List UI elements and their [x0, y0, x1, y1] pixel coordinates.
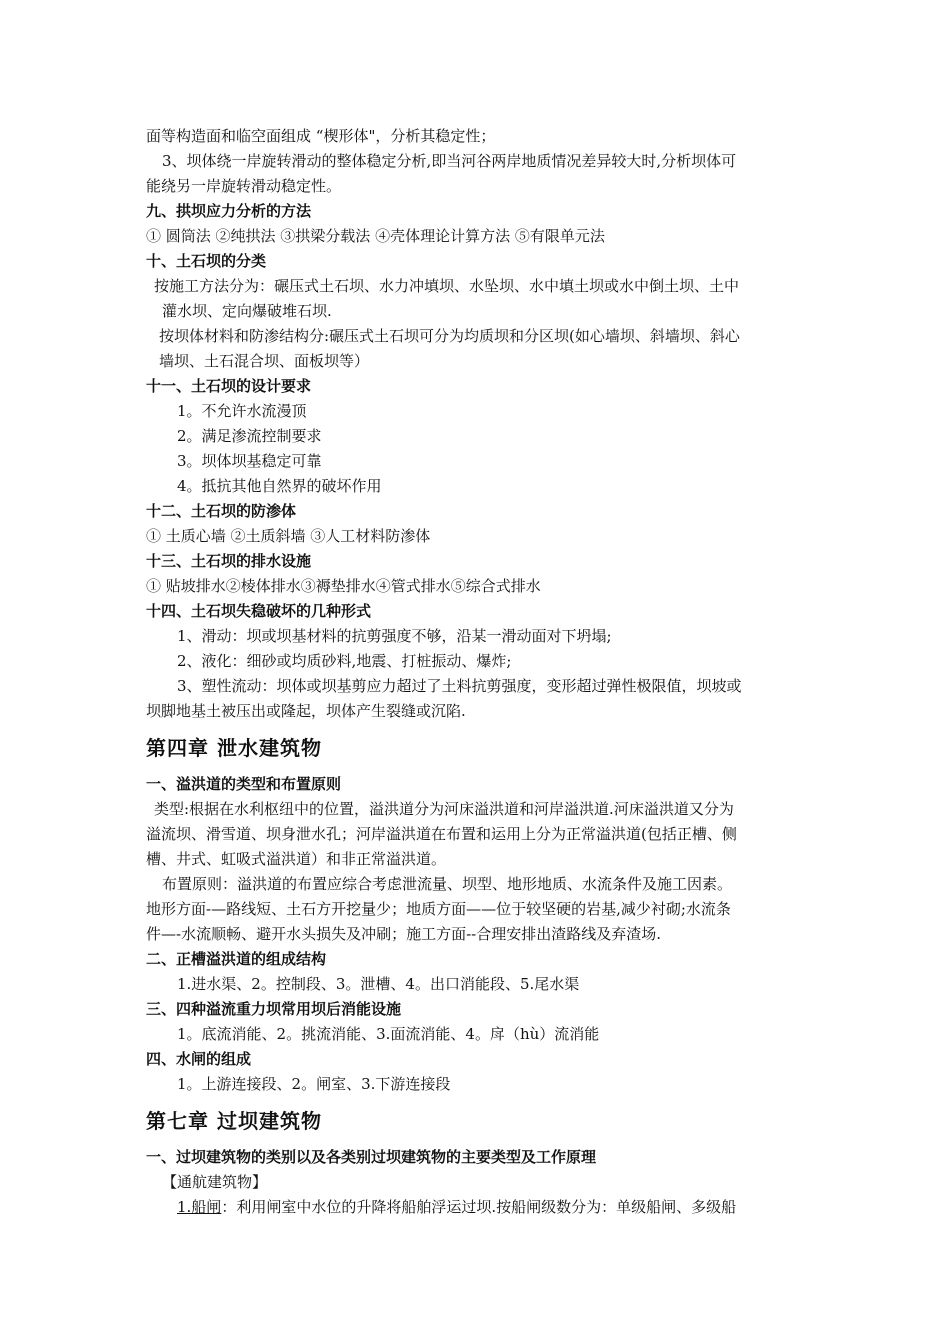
section-heading: 十三、土石坝的排水设施	[146, 552, 312, 570]
paragraph-line: ① 土质心墙 ②土质斜墙 ③人工材料防渗体	[146, 527, 431, 545]
paragraph-line: 溢流坝、滑雪道、坝身泄水孔；河岸溢洪道在布置和运用上分为正常溢洪道(包括正槽、侧	[146, 825, 737, 843]
section-heading: 四、水闸的组成	[146, 1050, 252, 1068]
paragraph-line: ① 贴坡排水②棱体排水③褥垫排水④管式排水⑤综合式排水	[146, 577, 541, 595]
section-heading: 十一、土石坝的设计要求	[146, 377, 312, 395]
paragraph-line: 按施工方法分为：碾压式土石坝、水力冲填坝、水坠坝、水中填土坝或水中倒土坝、土中	[154, 277, 740, 295]
list-item: 2。满足渗流控制要求	[177, 427, 322, 445]
paragraph-line: 布置原则：溢洪道的布置应综合考虑泄流量、坝型、地形地质、水流条件及施工因素。	[162, 875, 733, 893]
list-item: 2、液化：细砂或均质砂料,地震、打桩振动、爆炸;	[177, 652, 512, 670]
paragraph-line	[177, 1196, 736, 1218]
subsection-label: 【通航建筑物】	[162, 1173, 268, 1191]
paragraph-line: 能绕另一岸旋转滑动稳定性。	[146, 177, 342, 195]
paragraph-line: 地形方面-—路线短、土石方开挖量少；地质方面——位于较坚硬的岩基,减少衬砌;水流条	[146, 900, 731, 918]
paragraph-line: ① 圆筒法 ②纯拱法 ③拱梁分载法 ④壳体理论计算方法 ⑤有限单元法	[146, 227, 605, 245]
list-item: 1.进水渠、2。控制段、3。泄槽、4。出口消能段、5.尾水渠	[177, 975, 580, 993]
list-item: 1。上游连接段、2。闸室、3.下游连接段	[177, 1075, 451, 1093]
term-ship-lock: 1.船闸	[177, 1198, 222, 1216]
section-heading: 九、拱坝应力分析的方法	[146, 202, 312, 220]
section-heading: 二、正槽溢洪道的组成结构	[146, 950, 327, 968]
chapter-title: 第七章 过坝建筑物	[146, 1109, 322, 1133]
list-item: 3、塑性流动：坝体或坝基剪应力超过了土料抗剪强度，变形超过弹性极限值，坝坡或	[177, 677, 742, 695]
paragraph-line: 按坝体材料和防渗结构分:碾压式土石坝可分为均质坝和分区坝(如心墙坝、斜墙坝、斜心	[159, 327, 740, 345]
section-heading: 一、溢洪道的类型和布置原则	[146, 775, 342, 793]
list-item: 1。底流消能、2。挑流消能、3.面流消能、4。戽（hù）流消能	[177, 1025, 600, 1043]
section-heading: 三、四种溢流重力坝常用坝后消能设施	[146, 1000, 402, 1018]
term-definition: ：利用闸室中水位的升降将船舶浮运过坝.按船闸级数分为：单级船闸、多级船	[221, 1198, 737, 1216]
paragraph-line: 3、坝体绕一岸旋转滑动的整体稳定分析,即当河谷两岸地质情况差异较大时,分析坝体可	[162, 152, 737, 170]
section-heading: 一、过坝建筑物的类别以及各类别过坝建筑物的主要类型及工作原理	[146, 1148, 597, 1166]
paragraph-line: 面等构造面和临空面组成 “楔形体"，分析其稳定性；	[146, 127, 496, 145]
section-heading: 十四、土石坝失稳破坏的几种形式	[146, 602, 372, 620]
list-item: 4。抵抗其他自然界的破坏作用	[177, 477, 382, 495]
chapter-title: 第四章 泄水建筑物	[146, 736, 322, 760]
paragraph-line: 类型:根据在水利枢纽中的位置，溢洪道分为河床溢洪道和河岸溢洪道.河床溢洪道又分为	[154, 800, 734, 818]
paragraph-line: 灌水坝、定向爆破堆石坝.	[162, 302, 332, 320]
paragraph-line: 件—-水流顺畅、避开水头损失及冲刷；施工方面--合理安排出渣路线及弃渣场.	[146, 925, 661, 943]
paragraph-line: 槽、井式、虹吸式溢洪道）和非正常溢洪道。	[146, 850, 447, 868]
list-item: 3。坝体坝基稳定可靠	[177, 452, 322, 470]
section-heading: 十二、土石坝的防渗体	[146, 502, 297, 520]
list-item: 1、滑动：坝或坝基材料的抗剪强度不够，沿某一滑动面对下坍塌;	[177, 627, 612, 645]
paragraph-line: 坝脚地基土被压出或隆起，坝体产生裂缝或沉陷.	[146, 702, 466, 720]
paragraph-line: 墙坝、土石混合坝、面板坝等）	[159, 352, 370, 370]
list-item: 1。不允许水流漫顶	[177, 402, 307, 420]
section-heading: 十、土石坝的分类	[146, 252, 267, 270]
